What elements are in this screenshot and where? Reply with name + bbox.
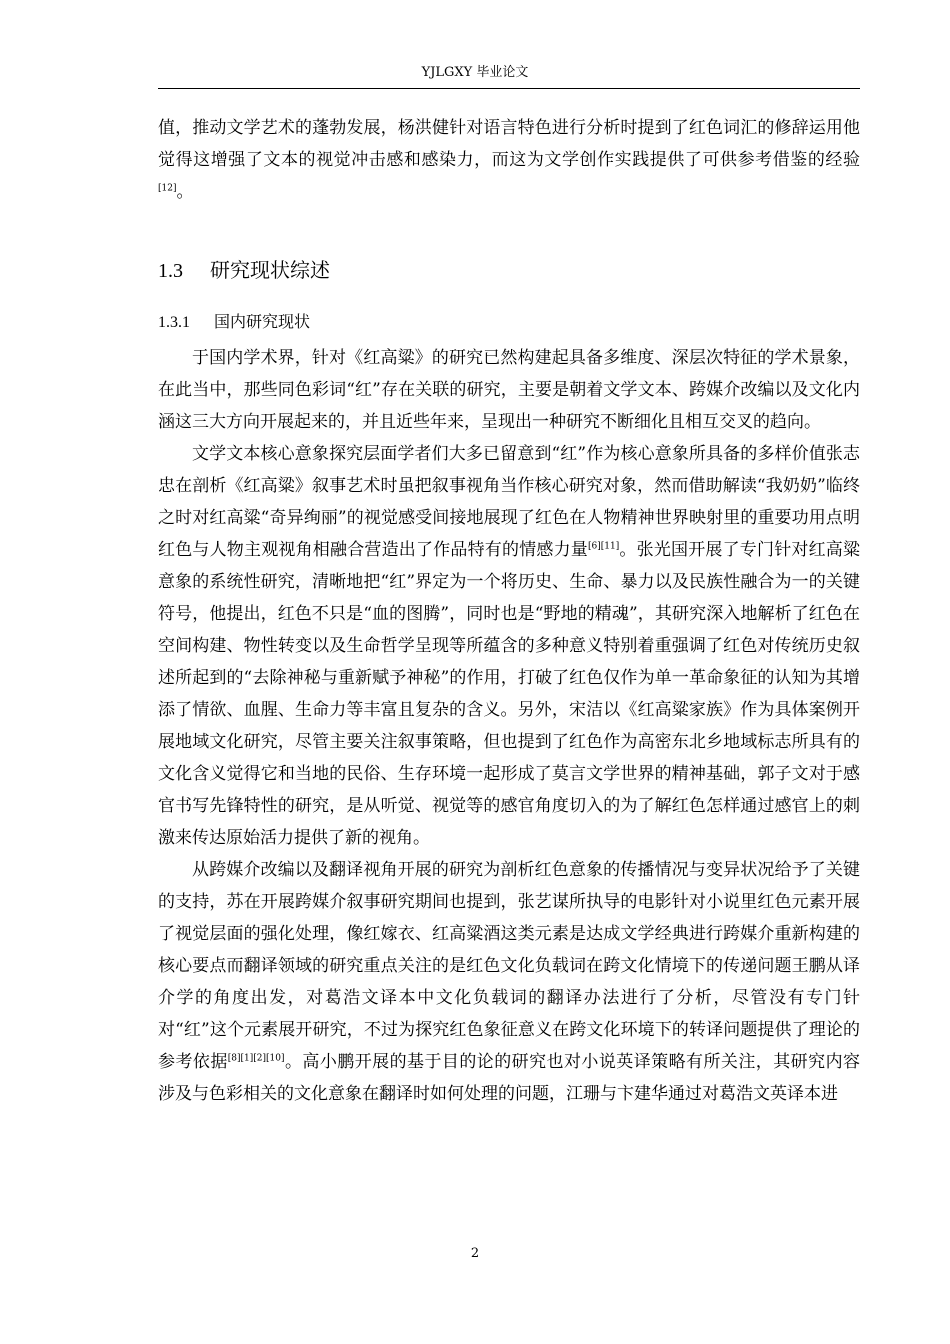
subsection-title: 国内研究现状 (214, 312, 311, 331)
subsection-number: 1.3.1 (158, 314, 190, 331)
paragraph-3-text-a: 从跨媒介改编以及翻译视角开展的研究为剖析红色意象的传播情况与变异状况给予了关键的支持，苏在开展跨媒介叙事研究期间也提到，张艺谋所执导的电影针对小说里红色元素开展了视觉层面的强化处理，像红嫁衣、红高粱酒这类元素是达成文学经典进行跨媒介重新构建的核心要点而翻译领域的研究重点关注的是红色文化负载词在跨文化情境下的传递问题王鹏从译介学的角度出发，对葛浩文译本中文化负载词的翻译办法进行了分析，尽管没有专门针对“红”这个元素展开研究，不过为探究红色象征意义在跨文化环境下的转译问题提供了理论的参考依据 (158, 860, 860, 1072)
page-number: 2 (470, 1246, 480, 1261)
citation-marker: [12] (158, 183, 177, 194)
paragraph-2-text-b: 。张光国开展了专门针对红高粱意象的系统性研究，清晰地把“红”界定为一个将历史、生命、暴力以及民族性融合为一的关键符号，他提出，红色不只是“血的图腾”，同时也是“野地的精魂”，其研究深入地解析了红色在空间构建、物性转变以及生命哲学呈现等所蕴含的多种意义特别着重强调了红色对传统历史叙述所起到的“去除神秘与重新赋予神秘”的作用，打破了红色仅作为单一革命象征的认知为其增添了情欲、血腥、生命力等丰富且复杂的含义。另外，宋洁以《红高粱家族》作为具体案例开展地域文化研究，尽管主要关注叙事策略，但也提到了红色作为高密东北乡地域标志所具有的文化含义觉得它和当地的民俗、生存环境一起形成了莫言文学世界的精神基础，郭子文对于感官书写先锋特性的研究，是从听觉、视觉等的感官角度切入的为了解红色怎样通过感官上的刺激来传达原始活力提供了新的视角。 (158, 540, 861, 848)
header-rule (158, 88, 860, 89)
paragraph-2-text-a: 文学文本核心意象探究层面学者们大多已留意到“红”作为核心意象所具备的多样价值张志忠在剖析《红高粱》叙事艺术时虽把叙事视角当作核心研究对象，然而借助解读“我奶奶”临终之时对红高粱“奇异绚丽”的视觉感受间接地展现了红色在人物精神世界映射里的重要功用点明红色与人物主观视角相融合营造出了作品特有的情感力量 (158, 444, 860, 560)
paragraph-1: 于国内学术界，针对《红高粱》的研究已然构建起具备多维度、深层次特征的学术景象，在此当中，那些同色彩词“红”存在关联的研究，主要是朝着文学文本、跨媒介改编以及文化内涵这三大方向开展起来的，并且近些年来，呈现出一种研究不断细化且相互交叉的趋向。 (158, 348, 860, 432)
subsection-heading (158, 307, 860, 338)
section-heading (158, 254, 860, 287)
citation-marker: [8][1][2][10] (227, 1053, 285, 1064)
paragraph-3-text-b: 。高小鹏开展的基于目的论的研究也对小说英译策略有所关注，其研究内容涉及与色彩相关的文化意象在翻译时如何处理的问题，江珊与卞建华通过对葛浩文英译本进 (158, 1052, 861, 1104)
intro-tail: 。 (176, 182, 194, 202)
body-content (158, 112, 860, 1110)
paragraph-3 (158, 854, 860, 1110)
citation-marker: [6][11] (587, 541, 620, 552)
running-header: YJLGXY 毕业论文 (421, 65, 529, 80)
section-number: 1.3 (158, 260, 183, 282)
section-title: 研究现状综述 (210, 258, 330, 282)
intro-paragraph (158, 112, 860, 208)
paragraph-2 (158, 438, 860, 854)
intro-text: 值，推动文学艺术的蓬勃发展，杨洪健针对语言特色进行分析时提到了红色词汇的修辞运用他觉得这增强了文本的视觉冲击感和感染力，而这为文学创作实践提供了可供参考借鉴的经验 (158, 118, 860, 170)
